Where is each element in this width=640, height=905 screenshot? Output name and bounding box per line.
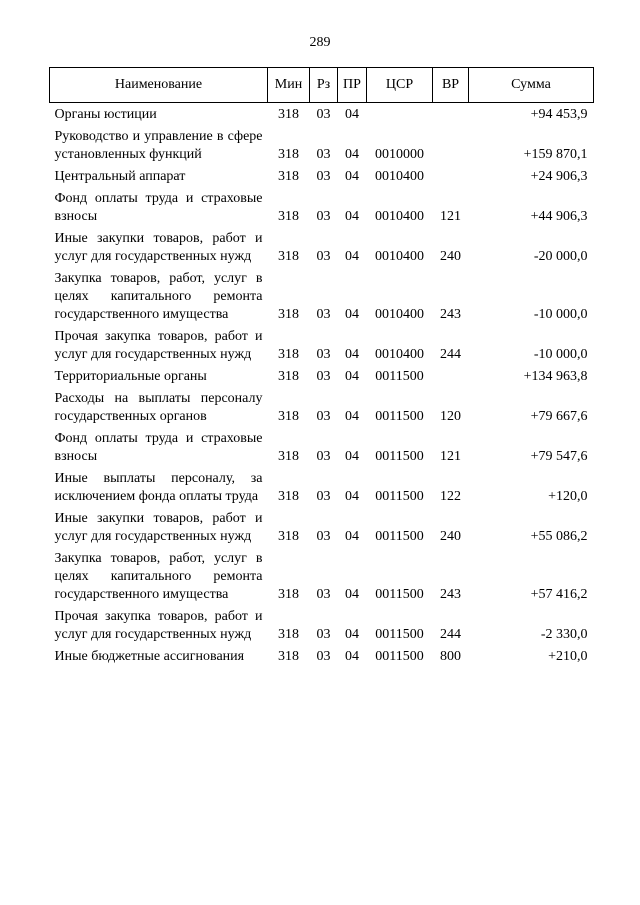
cell-name: Территориальные органы [54, 369, 207, 384]
cell-name: Фонд оплаты труда и страховые взносы [54, 431, 263, 464]
cell-vr: 121 [440, 209, 461, 224]
cell-name: Иные закупки товаров, работ и услуг для государственных нужд [54, 231, 263, 264]
cell-rz: 03 [316, 489, 331, 504]
cell-pr: 04 [345, 529, 359, 544]
table-row [50, 227, 594, 267]
cell-sum: +79 667,6 [530, 409, 588, 424]
cell-vr [433, 103, 469, 126]
table-row [50, 187, 594, 227]
cell-rz: 03 [316, 587, 331, 602]
cell-vr: 244 [440, 347, 461, 362]
cell-name: Центральный аппарат [54, 169, 186, 184]
table-row [50, 467, 594, 507]
cell-sum: +24 906,3 [530, 169, 588, 184]
cell-pr: 04 [345, 147, 359, 162]
cell-pr: 04 [345, 347, 359, 362]
cell-rz: 03 [316, 369, 331, 384]
page-number: 289 [309, 35, 331, 50]
table-row [50, 507, 594, 547]
cell-csr: 0011500 [375, 529, 424, 544]
table-body [50, 103, 594, 668]
cell-pr: 04 [345, 649, 359, 664]
cell-vr: 244 [440, 627, 461, 642]
cell-csr: 0010400 [375, 209, 424, 224]
table-row [50, 165, 594, 187]
cell-pr: 04 [345, 449, 359, 464]
header-min: Мин [268, 68, 310, 103]
cell-name: Закупка товаров, работ, услуг в целях капитального ремонта государственного имущества [54, 271, 263, 322]
cell-pr: 04 [345, 489, 359, 504]
cell-rz: 03 [316, 649, 331, 664]
table-row [50, 365, 594, 387]
cell-name: Руководство и управление в сфере установленных функций [54, 129, 263, 162]
cell-vr [433, 165, 469, 187]
cell-csr: 0010400 [375, 169, 424, 184]
cell-csr: 0010000 [375, 147, 424, 162]
table-row [50, 267, 594, 325]
cell-csr: 0011500 [375, 489, 424, 504]
cell-pr: 04 [345, 249, 359, 264]
table-row [50, 427, 594, 467]
cell-rz: 03 [316, 307, 331, 322]
cell-vr: 243 [440, 587, 461, 602]
table-row [50, 103, 594, 126]
cell-min: 318 [278, 249, 299, 264]
header-rz: Рз [310, 68, 338, 103]
cell-sum: +94 453,9 [530, 107, 588, 122]
cell-sum: -10 000,0 [533, 347, 588, 362]
cell-name: Фонд оплаты труда и страховые взносы [54, 191, 263, 224]
cell-sum: +120,0 [548, 489, 588, 504]
table-row [50, 125, 594, 165]
cell-sum: -10 000,0 [533, 307, 588, 322]
cell-name: Прочая закупка товаров, работ и услуг для государственных нужд [54, 329, 263, 362]
cell-pr: 04 [345, 369, 359, 384]
cell-vr: 240 [440, 249, 461, 264]
cell-name: Расходы на выплаты персоналу государственных органов [54, 391, 263, 424]
cell-sum: +210,0 [548, 649, 588, 664]
cell-pr: 04 [345, 587, 359, 602]
cell-csr: 0011500 [375, 627, 424, 642]
cell-sum: -20 000,0 [533, 249, 588, 264]
cell-sum: -2 330,0 [540, 627, 588, 642]
cell-vr: 243 [440, 307, 461, 322]
cell-pr: 04 [345, 627, 359, 642]
table-row [50, 547, 594, 605]
cell-min: 318 [278, 169, 299, 184]
budget-table [49, 67, 594, 667]
cell-pr: 04 [345, 107, 359, 122]
cell-min: 318 [278, 489, 299, 504]
cell-sum: +159 870,1 [523, 147, 588, 162]
header-csr: ЦСР [367, 68, 433, 103]
cell-name: Иные закупки товаров, работ и услуг для государственных нужд [54, 511, 263, 544]
cell-min: 318 [278, 107, 299, 122]
cell-vr: 240 [440, 529, 461, 544]
cell-rz: 03 [316, 449, 331, 464]
cell-min: 318 [278, 347, 299, 362]
header-vr: ВР [433, 68, 469, 103]
table-row [50, 605, 594, 645]
cell-min: 318 [278, 147, 299, 162]
table-row [50, 387, 594, 427]
cell-csr: 0010400 [375, 249, 424, 264]
cell-min: 318 [278, 529, 299, 544]
cell-pr: 04 [345, 169, 359, 184]
cell-sum: +79 547,6 [530, 449, 588, 464]
cell-vr [433, 365, 469, 387]
cell-rz: 03 [316, 209, 331, 224]
header-pr: ПР [338, 68, 367, 103]
cell-csr: 0011500 [375, 409, 424, 424]
cell-sum: +57 416,2 [530, 587, 588, 602]
cell-pr: 04 [345, 409, 359, 424]
cell-name: Прочая закупка товаров, работ и услуг для государственных нужд [54, 609, 263, 642]
table-row [50, 325, 594, 365]
cell-vr: 120 [440, 409, 461, 424]
cell-vr: 121 [440, 449, 461, 464]
cell-pr: 04 [345, 307, 359, 322]
cell-rz: 03 [316, 147, 331, 162]
cell-rz: 03 [316, 169, 331, 184]
cell-vr: 122 [440, 489, 461, 504]
cell-vr: 800 [440, 649, 461, 664]
header-sum: Сумма [469, 68, 594, 103]
cell-min: 318 [278, 307, 299, 322]
cell-csr: 0010400 [375, 347, 424, 362]
cell-min: 318 [278, 587, 299, 602]
cell-csr [367, 103, 433, 126]
cell-min: 318 [278, 449, 299, 464]
cell-rz: 03 [316, 249, 331, 264]
cell-csr: 0011500 [375, 369, 424, 384]
table-header-row [50, 68, 594, 103]
cell-name: Закупка товаров, работ, услуг в целях капитального ремонта государственного имущества [54, 551, 263, 602]
cell-min: 318 [278, 627, 299, 642]
cell-min: 318 [278, 649, 299, 664]
cell-csr: 0011500 [375, 587, 424, 602]
cell-name: Органы юстиции [54, 107, 157, 122]
cell-csr: 0011500 [375, 649, 424, 664]
cell-sum: +134 963,8 [523, 369, 588, 384]
table-row [50, 645, 594, 667]
cell-rz: 03 [316, 529, 331, 544]
cell-min: 318 [278, 369, 299, 384]
cell-rz: 03 [316, 107, 331, 122]
cell-name: Иные выплаты персоналу, за исключением фонда оплаты труда [54, 471, 263, 504]
cell-rz: 03 [316, 409, 331, 424]
cell-sum: +55 086,2 [530, 529, 588, 544]
cell-rz: 03 [316, 627, 331, 642]
cell-csr: 0011500 [375, 449, 424, 464]
cell-rz: 03 [316, 347, 331, 362]
header-name: Наименование [50, 68, 268, 103]
cell-sum: +44 906,3 [530, 209, 588, 224]
cell-pr: 04 [345, 209, 359, 224]
cell-vr [433, 125, 469, 165]
cell-name: Иные бюджетные ассигнования [54, 649, 245, 664]
cell-csr: 0010400 [375, 307, 424, 322]
cell-min: 318 [278, 409, 299, 424]
cell-min: 318 [278, 209, 299, 224]
